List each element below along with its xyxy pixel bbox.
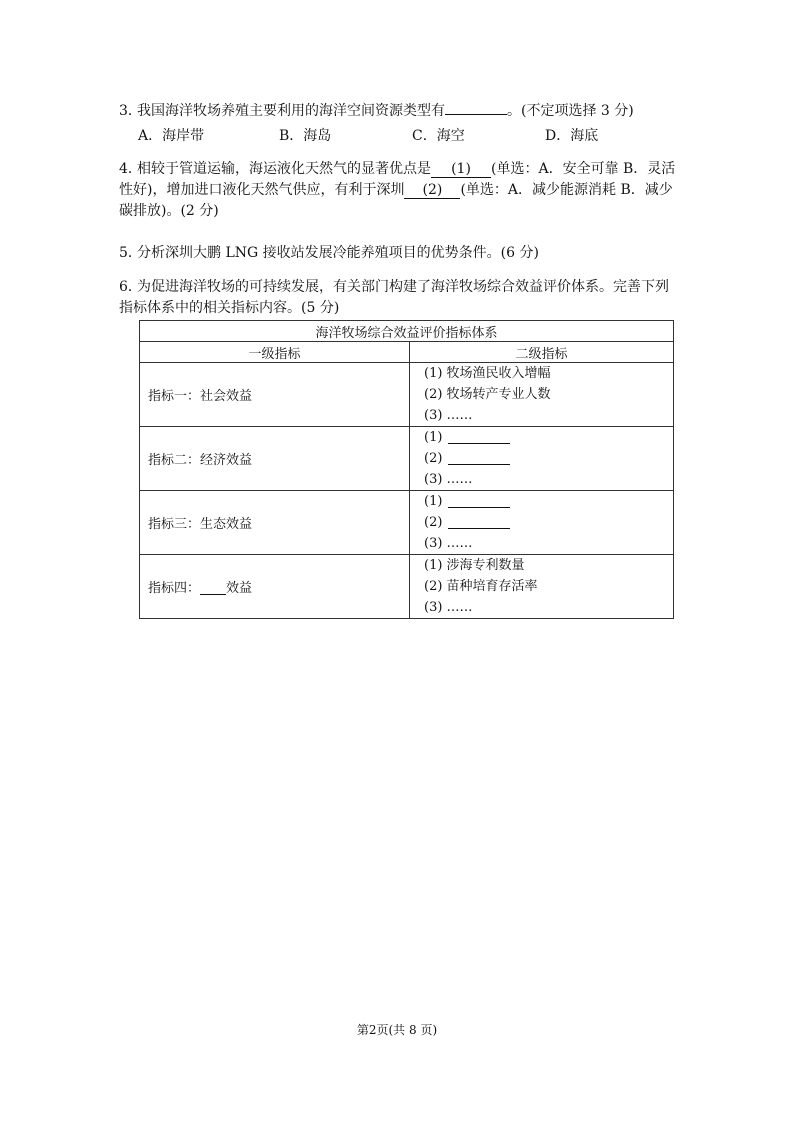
indicator-item: (3) …… — [424, 408, 473, 423]
level2-indicators — [410, 555, 674, 619]
question-6 — [119, 277, 679, 319]
answer-blank[interactable] — [448, 516, 510, 529]
answer-blank[interactable] — [448, 452, 510, 465]
column-header-level2: 二级指标 — [410, 342, 674, 363]
question-points: 。(不定项选择 3 分) — [507, 103, 634, 119]
indicator-item — [424, 512, 673, 533]
question-number: 3． — [119, 103, 142, 119]
question-text-part3: (单选：A．减少能源消耗 B．减少碳排放)。(2 分) — [119, 182, 673, 219]
indicator-item — [424, 427, 673, 448]
option-b[interactable]: B．海岛 — [279, 128, 332, 144]
indicator-item — [424, 448, 673, 469]
question-text: 为促进海洋牧场的可持续发展，有关部门构建了海洋牧场综合效益评价体系。完善下列指标体系中的相关指标内容。(5 分) — [119, 279, 669, 316]
answer-blank[interactable] — [200, 582, 226, 595]
option-c[interactable]: C．海空 — [412, 128, 465, 144]
level1-indicator — [140, 555, 410, 619]
item-number: (1) — [424, 494, 443, 509]
item-number: (2) — [424, 515, 443, 530]
level2-indicators — [410, 427, 674, 491]
question-number: 4． — [119, 161, 142, 177]
indicator-suffix: 效益 — [226, 581, 253, 596]
indicator-prefix: 指标四： — [148, 581, 201, 596]
page-footer: 第2页(共 8 页) — [356, 1023, 438, 1037]
table-title: 海洋牧场综合效益评价指标体系 — [140, 321, 674, 342]
level1-indicator: 指标一：社会效益 — [140, 363, 410, 427]
table-row — [140, 363, 674, 427]
level2-indicators — [410, 491, 674, 555]
level2-indicators — [410, 363, 674, 427]
item-number: (1) — [424, 430, 443, 445]
indicator-item: (3) …… — [424, 600, 473, 615]
question-3-options — [138, 125, 678, 146]
indicator-table — [139, 320, 674, 619]
answer-blank[interactable] — [448, 495, 510, 508]
item-number: (2) — [424, 451, 443, 466]
answer-blank-1[interactable]: (1) — [431, 161, 491, 178]
answer-blank[interactable] — [448, 431, 510, 444]
indicator-item: (2) 苗种培育存活率 — [424, 579, 538, 594]
indicator-item: (3) …… — [424, 536, 473, 551]
indicator-item: (3) …… — [424, 472, 473, 487]
level1-indicator: 指标二：经济效益 — [140, 427, 410, 491]
column-header-level1: 一级指标 — [140, 342, 410, 363]
question-text: 分析深圳大鹏 LNG 接收站发展冷能养殖项目的优势条件。(6 分) — [137, 245, 539, 261]
indicator-item: (2) 牧场转产专业人数 — [424, 387, 551, 402]
question-4 — [119, 159, 679, 222]
option-d[interactable]: D．海底 — [545, 128, 599, 144]
question-number: 6． — [119, 279, 142, 295]
level1-indicator: 指标三：生态效益 — [140, 491, 410, 555]
question-text-part2: (单选：A．安全可靠 B．灵活性好)，增加进口液化天然气供应，有利于深圳 — [119, 161, 676, 198]
answer-blank-2[interactable]: (2) — [404, 182, 460, 199]
table-row — [140, 555, 674, 619]
question-text: 我国海洋牧场养殖主要利用的海洋空间资源类型有 — [137, 103, 445, 119]
indicator-item: (1) 牧场渔民收入增幅 — [424, 366, 551, 381]
question-5 — [119, 243, 679, 264]
indicator-item: (1) 涉海专利数量 — [424, 558, 525, 573]
question-number: 5． — [119, 245, 142, 261]
table-row — [140, 491, 674, 555]
question-3 — [119, 101, 679, 122]
indicator-item — [424, 491, 673, 512]
option-a[interactable]: A．海岸带 — [138, 128, 205, 144]
table-row — [140, 427, 674, 491]
question-text-part1: 相较于管道运输，海运液化天然气的显著优点是 — [137, 161, 431, 177]
answer-blank[interactable] — [445, 114, 507, 115]
